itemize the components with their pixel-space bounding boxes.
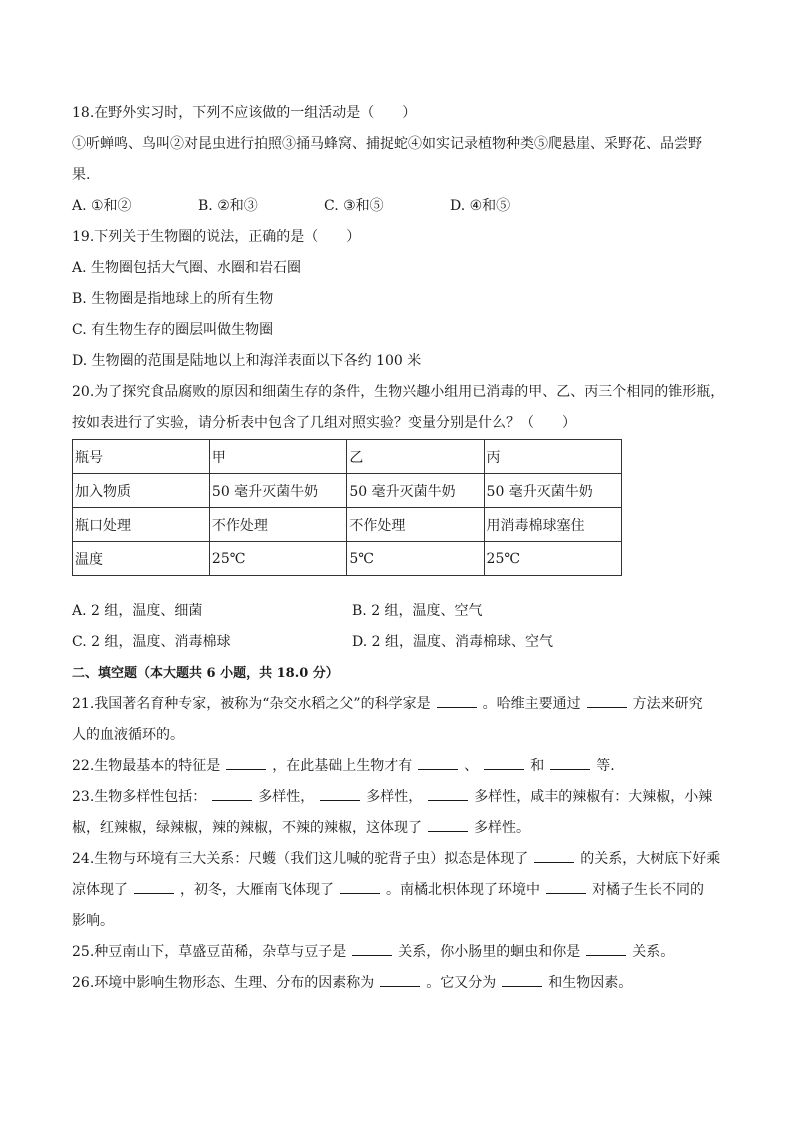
q22-text: 22.生物最基本的特征是: [72, 758, 221, 774]
q18-stem: 18.在野外实习时，下列不应该做的一组活动是（ ）: [72, 105, 417, 121]
q21-line2: 人的血液循环的。: [72, 727, 184, 743]
q19-stem: 19.下列关于生物圈的说法，正确的是（ ）: [72, 229, 361, 245]
table-cell: 不作处理: [347, 508, 484, 542]
table-row: [73, 508, 622, 542]
answer-blank[interactable]: [212, 786, 252, 801]
table-cell: 50 毫升灭菌牛奶: [347, 474, 484, 508]
q20-option-b[interactable]: B. 2 组，温度、空气: [352, 603, 483, 619]
section-title: 二、填空题（本大题共 6 小题，共 18.0 分）: [72, 666, 339, 681]
answer-blank[interactable]: [428, 817, 468, 832]
q22-text: ，在此基础上生物才有: [272, 758, 413, 774]
answer-blank[interactable]: [320, 786, 360, 801]
q25-text: 关系。: [632, 944, 675, 960]
table-cell: 瓶口处理: [73, 508, 210, 542]
table-cell: 加入物质: [73, 474, 210, 508]
q20-options-row2: [72, 627, 732, 658]
q20-options-row1: [72, 596, 732, 627]
q24-line3: 影响。: [72, 913, 114, 929]
q18-options: [72, 191, 732, 222]
q24-text: 对橘子生长不同的: [592, 882, 704, 898]
q26-text: 和生物因素。: [548, 975, 633, 991]
q26-text: 26.环境中影响生物形态、生理、分布的因素称为: [72, 975, 375, 991]
q24-text: 。南橘北枳体现了环境中: [386, 882, 540, 898]
answer-blank[interactable]: [502, 972, 542, 987]
q25-text: 25.种豆南山下，草盛豆苗稀，杂草与豆子是: [72, 944, 347, 960]
table-cell: 用消毒棉球塞住: [484, 508, 621, 542]
answer-blank[interactable]: [546, 879, 586, 894]
answer-blank[interactable]: [550, 755, 590, 770]
q18-option-d[interactable]: D. ④和⑤: [450, 198, 511, 214]
q18-text-line1: ①听蝉鸣、鸟叫②对昆虫进行拍照③捅马蜂窝、捕捉蛇④如实记录植物种类⑤爬悬崖、采野花、品尝野: [72, 136, 702, 152]
q21-text: 21.我国著名育种专家，被称为“杂交水稻之父”的科学家是: [72, 696, 431, 712]
q23-text: 多样性，咸丰的辣椒有：大辣椒，小辣: [474, 789, 713, 805]
answer-blank[interactable]: [418, 755, 458, 770]
answer-blank[interactable]: [586, 941, 626, 956]
q25-line1: [72, 937, 732, 968]
q23-line1: [72, 782, 732, 813]
q25-text: 关系，你小肠里的蛔虫和你是: [398, 944, 581, 960]
answer-blank[interactable]: [352, 941, 392, 956]
q23-line2: [72, 813, 732, 844]
q22-line1: [72, 751, 732, 782]
q23-text: 23.生物多样性包括：: [72, 789, 207, 805]
q23-text: 多样性，: [366, 789, 423, 805]
table-cell: 50 毫升灭菌牛奶: [484, 474, 621, 508]
answer-blank[interactable]: [587, 693, 627, 708]
q20-option-a[interactable]: A. 2 组，温度、细菌: [72, 603, 203, 619]
answer-blank[interactable]: [437, 693, 477, 708]
q18-option-a[interactable]: A. ①和②: [72, 198, 132, 214]
answer-blank[interactable]: [340, 879, 380, 894]
exam-page: [72, 98, 732, 999]
q26-line1: [72, 968, 732, 999]
q24-line1: [72, 844, 732, 875]
answer-blank[interactable]: [380, 972, 420, 987]
answer-blank[interactable]: [484, 755, 524, 770]
table-cell: 瓶号: [73, 440, 210, 474]
table-cell: 25℃: [484, 542, 621, 576]
q19-option-c[interactable]: C. 有生物生存的圈层叫做生物圈: [72, 322, 274, 338]
q18-text-line2: 果.: [72, 167, 91, 183]
q19-option-b[interactable]: B. 生物圈是指地球上的所有生物: [72, 291, 274, 307]
answer-blank[interactable]: [134, 879, 174, 894]
table-cell: 25℃: [209, 542, 346, 576]
table-cell: 5℃: [347, 542, 484, 576]
q24-line2: [72, 875, 732, 906]
experiment-table: [72, 439, 622, 576]
q19-option-d[interactable]: D. 生物圈的范围是陆地以上和海洋表面以下各约 100 米: [72, 353, 422, 369]
table-cell: 50 毫升灭菌牛奶: [209, 474, 346, 508]
q24-text: 的关系，大树底下好乘: [580, 851, 721, 867]
answer-blank[interactable]: [534, 848, 574, 863]
q24-text: 凉体现了: [72, 882, 128, 898]
q19-option-a[interactable]: A. 生物圈包括大气圈、水圈和岩石圈: [72, 260, 302, 276]
q23-text: 椒，红辣椒，绿辣椒，辣的辣椒，不辣的辣椒，这体现了: [72, 820, 422, 836]
q26-text: 。它又分为: [426, 975, 497, 991]
table-cell: 丙: [484, 440, 621, 474]
q23-text: 多样性。: [474, 820, 530, 836]
q20-stem-line1: 20.为了探究食品腐败的原因和细菌生存的条件，生物兴趣小组用已消毒的甲、乙、丙三个相同的锥形瓶，: [72, 384, 725, 400]
q18-option-b[interactable]: B. ②和③: [198, 198, 258, 214]
q21-text: 。哈维主要通过: [482, 696, 581, 712]
q20-stem-line2: 按如表进行了实验，请分析表中包含了几组对照实验？变量分别是什么？（ ）: [72, 415, 576, 431]
answer-blank[interactable]: [428, 786, 468, 801]
q20-option-c[interactable]: C. 2 组，温度、消毒棉球: [72, 634, 231, 650]
answer-blank[interactable]: [226, 755, 266, 770]
q21-text: 方法来研究: [632, 696, 703, 712]
q23-text: 多样性，: [258, 789, 315, 805]
table-row: [73, 542, 622, 576]
q22-text: 和: [530, 758, 545, 774]
q24-text: 24.生物与环境有三大关系：尺蠖（我们这儿喊的驼背子虫）拟态是体现了: [72, 851, 529, 867]
table-cell: 温度: [73, 542, 210, 576]
q18-option-c[interactable]: C. ③和⑤: [324, 198, 384, 214]
table-row: [73, 474, 622, 508]
table-row: [73, 440, 622, 474]
table-cell: 甲: [209, 440, 346, 474]
q20-option-d[interactable]: D. 2 组，温度、消毒棉球、空气: [352, 634, 553, 650]
table-cell: 乙: [347, 440, 484, 474]
q24-text: ，初冬，大雁南飞体现了: [180, 882, 334, 898]
q21-line1: [72, 689, 732, 720]
q22-text: 等.: [596, 758, 615, 774]
spacer: [72, 576, 732, 596]
table-cell: 不作处理: [209, 508, 346, 542]
q22-text: 、: [464, 758, 479, 774]
